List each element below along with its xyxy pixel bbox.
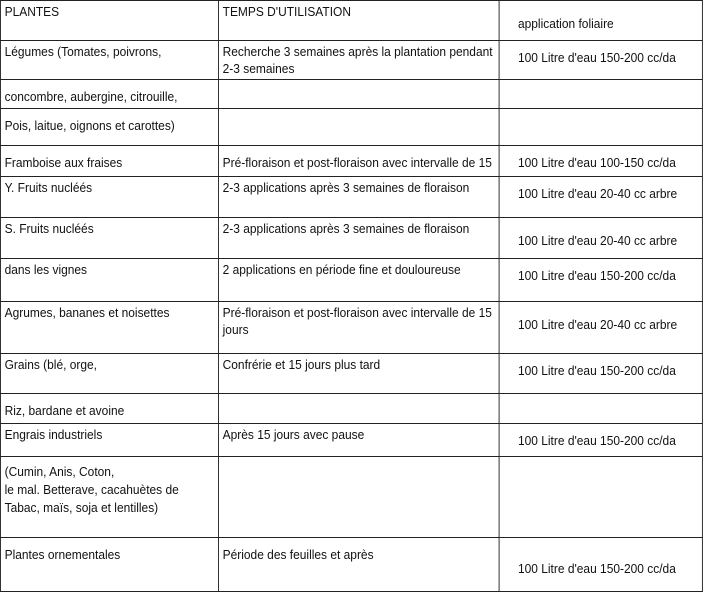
time-text: Pré-floraison et post-floraison avec intervalle de 15: [222, 305, 492, 320]
plant-cell: [0, 457, 218, 538]
table-row: [0, 424, 702, 457]
time-cell: Confrérie et 15 jours plus tard: [219, 354, 500, 394]
table-row: [0, 354, 702, 394]
app-cell: 100 Litre d'eau 100-150 cc/da: [499, 146, 702, 177]
time-cell: [219, 457, 500, 538]
table-row: [0, 146, 702, 177]
time-cell: [219, 80, 500, 109]
table-row: [0, 259, 702, 302]
time-cell: 2 applications en période fine et douloureuse: [219, 259, 500, 302]
plant-cell: S. Fruits nucléés: [0, 218, 218, 259]
plant-cell: concombre, aubergine, citrouille,: [0, 80, 218, 109]
app-cell: [499, 80, 702, 109]
table-row: [0, 394, 702, 424]
time-cell: [219, 302, 500, 354]
table-row: [0, 302, 702, 354]
plant-cell: Plantes ornementales: [0, 538, 218, 592]
app-cell: [499, 109, 702, 146]
time-cell: Pré-floraison et post-floraison avec intervalle de 15: [219, 146, 500, 177]
table-row: [0, 80, 702, 109]
time-text-line2: jours: [222, 322, 249, 337]
app-cell: 100 Litre d'eau 150-200 cc/da: [499, 259, 702, 302]
plant-text: (Cumin, Anis, Coton,: [4, 464, 115, 479]
table-row: [0, 457, 702, 538]
plant-cell: Agrumes, bananes et noisettes: [0, 302, 218, 354]
app-cell: 100 Litre d'eau 20-40 cc arbre: [499, 218, 702, 259]
plant-text-line2: le mal. Betterave, cacahuètes de: [4, 482, 179, 497]
time-cell: [219, 109, 500, 146]
table-row: [0, 177, 702, 218]
plant-cell: dans les vignes: [0, 259, 218, 302]
app-cell: 100 Litre d'eau 150-200 cc/da: [499, 41, 702, 80]
plant-cell: Engrais industriels: [0, 424, 218, 457]
time-cell: [219, 41, 500, 80]
app-cell: 100 Litre d'eau 20-40 cc arbre: [499, 177, 702, 218]
plant-cell: Grains (blé, orge,: [0, 354, 218, 394]
plant-cell: Pois, laitue, oignons et carottes): [0, 109, 218, 146]
time-cell: Après 15 jours avec pause: [219, 424, 500, 457]
table-row: [0, 538, 702, 592]
app-cell: 100 Litre d'eau 20-40 cc arbre: [499, 302, 702, 354]
header-foliar: application foliaire: [499, 1, 702, 41]
time-cell: Période des feuilles et après: [219, 538, 500, 592]
header-row: [0, 1, 702, 41]
time-cell: 2-3 applications après 3 semaines de floraison: [219, 177, 500, 218]
time-fragment: 2-3 semaines: [222, 61, 295, 76]
plant-text-line3: Tabac, maïs, soja et lentilles): [4, 500, 159, 515]
header-time: TEMPS D'UTILISATION: [219, 1, 500, 41]
app-cell: [499, 457, 702, 538]
header-plants: PLANTES: [0, 1, 218, 41]
table-row: [0, 218, 702, 259]
plant-cell: Framboise aux fraises: [0, 146, 218, 177]
plant-cell: Légumes (Tomates, poivrons,: [0, 41, 218, 80]
app-cell: 100 Litre d'eau 150-200 cc/da: [499, 538, 702, 592]
time-cell: [219, 394, 500, 424]
table-row: [0, 41, 702, 80]
time-text: Recherche 3 semaines après la plantation pendant: [222, 44, 493, 59]
plant-cell: Y. Fruits nucléés: [0, 177, 218, 218]
plant-cell: Riz, bardane et avoine: [0, 394, 218, 424]
app-cell: 100 Litre d'eau 150-200 cc/da: [499, 424, 702, 457]
time-cell: 2-3 applications après 3 semaines de floraison: [219, 218, 500, 259]
table-row: [0, 109, 702, 146]
app-cell: [499, 394, 702, 424]
app-cell: 100 Litre d'eau 150-200 cc/da: [499, 354, 702, 394]
